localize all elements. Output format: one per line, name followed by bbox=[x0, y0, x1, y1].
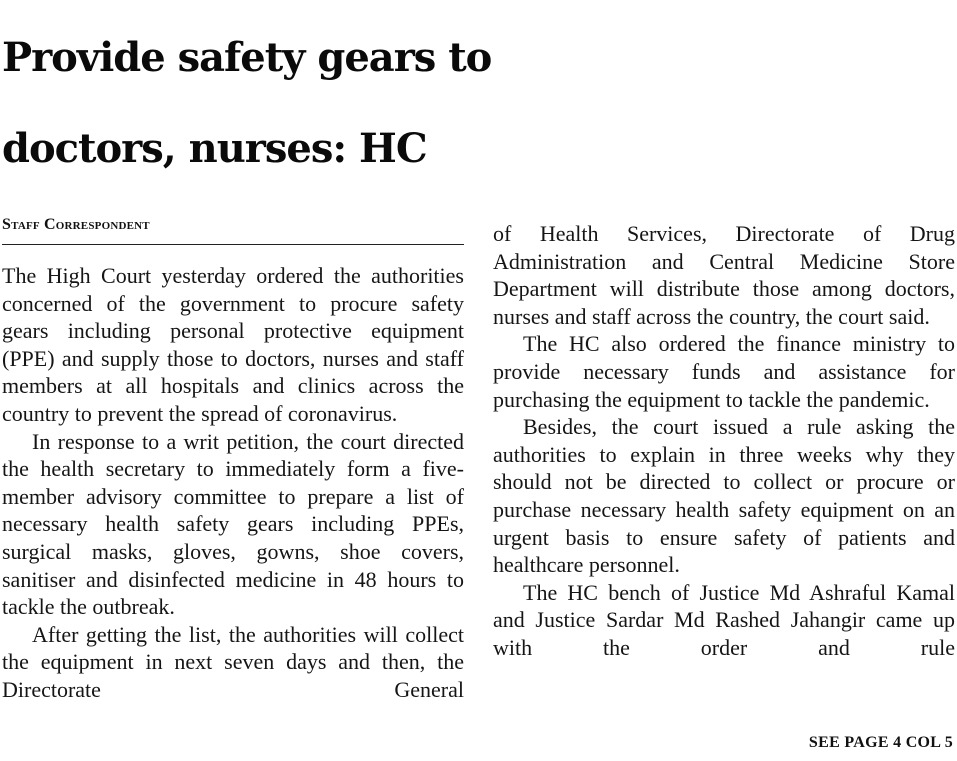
headline bbox=[2, 12, 957, 194]
paragraph: After getting the list, the authorities will collect the equipment in next seven days and then, the Directorate General bbox=[2, 621, 464, 702]
byline: Staff Correspondent bbox=[2, 216, 150, 233]
paragraph: The HC also ordered the finance ministry to provide necessary funds and assistance for purchasing the equipment to tackle the pandemic. bbox=[493, 331, 955, 412]
paragraph: In response to a writ petition, the court directed the health secretary to immediately form a five-member advisory committee to prepare a list of necessary health safety gears including PPEs, surgical masks, gloves, gowns, shoe covers, sanitiser and disinfected medicine in 48 hours to tackle the outbreak. bbox=[2, 428, 464, 620]
paragraph: The High Court yesterday ordered the authorities concerned of the government to procure safety gears including personal protective equipment (PPE) and supply those to doctors, nurses and staff members at all hospitals and clinics across the country to prevent the spread of coronavirus. bbox=[2, 263, 464, 426]
paragraph: of Health Services, Directorate of Drug Administration and Central Medicine Store Department will distribute those among doctors, nurses and staff across the country, the court said. bbox=[493, 221, 955, 329]
left-column bbox=[2, 262, 464, 704]
continuation-note: SEE PAGE 4 COL 5 bbox=[808, 734, 953, 751]
headline-line-1: Provide safety gears to bbox=[2, 34, 492, 81]
paragraph: Besides, the court issued a rule asking the authorities to explain in three weeks why they should not be directed to collect or procure or purchase necessary health safety equipment on an urgent basis to ensure safety of patients and healthcare personnel. bbox=[493, 414, 955, 578]
headline-line-2: doctors, nurses: HC bbox=[2, 125, 427, 172]
byline-rule bbox=[2, 244, 464, 245]
right-column bbox=[493, 220, 955, 662]
paragraph: The HC bench of Justice Md Ashraful Kamal and Justice Sardar Md Rashed Jahangir came up with the order and rule bbox=[493, 579, 955, 660]
